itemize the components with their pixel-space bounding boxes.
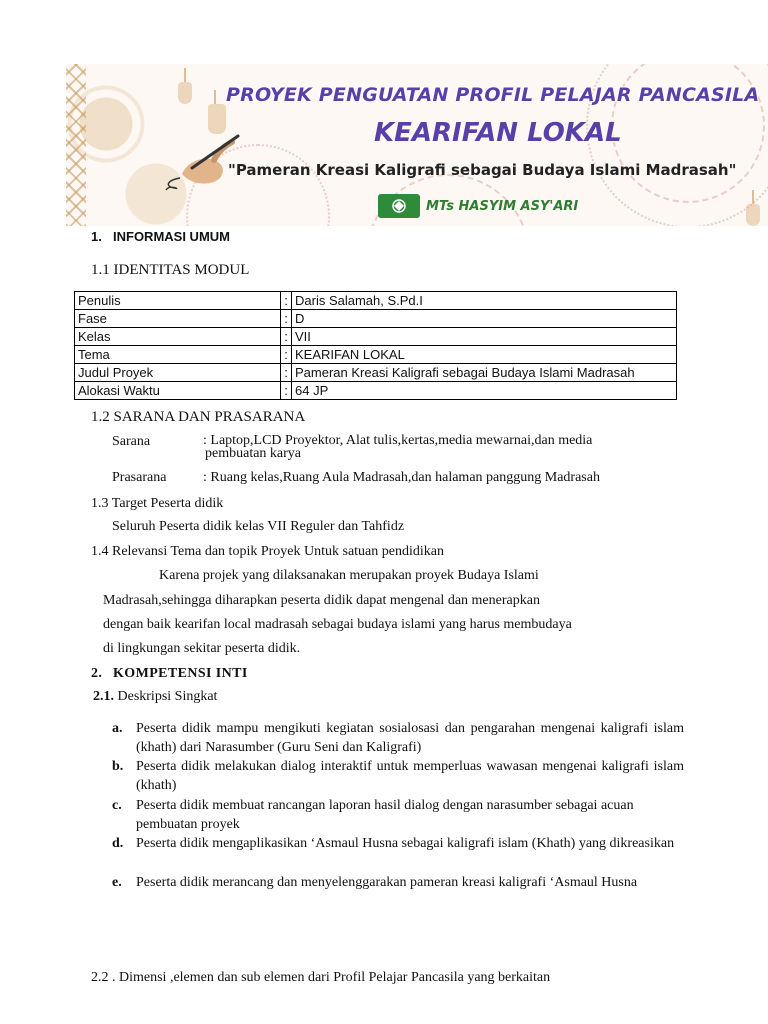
table-label: Alokasi Waktu [75,382,281,400]
header-banner [66,64,768,226]
table-row [75,310,677,328]
sarana-value-line: : Laptop,LCD Proyektor, Alat tulis,kertas,media mewarnai,dan media [203,433,593,448]
table-value: VII [292,328,677,346]
lantern-icon [208,104,226,134]
list-item-label: d. [112,836,124,851]
list-item-label: a. [112,721,123,736]
relevansi-paragraph-line: dengan baik kearifan local madrasah sebagai budaya islami yang harus membudaya [103,617,572,632]
table-row [75,346,677,364]
relevansi-paragraph-line: Karena projek yang dilaksanakan merupakan proyek Budaya Islami [159,568,539,583]
table-separator: : [281,346,292,364]
section-1-heading [91,229,230,244]
list-item [112,757,684,795]
dimensi-heading: 2.2 . Dimensi ,elemen dan sub elemen dari Profil Pelajar Pancasila yang berkaitan [91,970,551,985]
table-separator: : [281,292,292,310]
table-separator: : [281,364,292,382]
section-number: 2. [91,666,103,681]
relevansi-paragraph-line: di lingkungan sekitar peserta didik. [103,641,301,656]
list-item [112,873,672,892]
section-title: INFORMASI UMUM [113,229,230,244]
table-label: Penulis [75,292,281,310]
table-row [75,292,677,310]
list-item-label: c. [112,798,122,813]
deskripsi-title: Deskripsi Singkat [114,689,218,704]
list-item-text: Peserta didik melakukan dialog interaktif untuk memperluas wawasan mengenai kaligrafi islam (khath) [136,759,684,793]
prasarana-label: Prasarana [112,470,167,485]
table-value: 64 JP [292,382,677,400]
table-value: Pameran Kreasi Kaligrafi sebagai Budaya Islami Madrasah [292,364,677,382]
target-value: Seluruh Peserta didik kelas VII Reguler dan Tahfidz [112,519,405,534]
list-item-text: Peserta didik merancang dan menyelenggarakan pameran kreasi kaligrafi ‘Asmaul Husna [136,875,638,890]
school-badge [378,192,578,220]
list-item-text: Peserta didik mengaplikasikan ‘Asmaul Husna sebagai kaligrafi islam (Khath) yang dikreasikan [136,836,675,851]
identitas-table [74,291,677,400]
lattice-ornament [66,64,86,226]
table-label: Kelas [75,328,281,346]
sarana-label: Sarana [112,434,151,449]
table-separator: : [281,382,292,400]
deskripsi-number: 2.1. [93,689,114,704]
table-label: Fase [75,310,281,328]
lantern-icon [178,82,192,104]
table-label: Judul Proyek [75,364,281,382]
table-value: Daris Salamah, S.Pd.I [292,292,677,310]
section-2-heading [91,666,248,682]
sarana-value [203,434,592,460]
sarana-value-line: pembuatan karya [205,446,302,461]
list-item [112,719,684,757]
banner-subtitle: "Pameran Kreasi Kaligrafi sebagai Budaya Islami Madrasah" [228,161,737,179]
table-value: D [292,310,677,328]
lantern-icon [746,204,760,226]
table-row [75,364,677,382]
section-title: KOMPETENSI INTI [113,666,248,681]
table-row [75,328,677,346]
relevansi-paragraph-line: Madrasah,sehingga diharapkan peserta didik dapat mengenal dan menerapkan [103,593,540,608]
list-item-text: Peserta didik mampu mengikuti kegiatan sosialosasi dan pengarahan mengenai kaligrafi islam (khath) dari Narasumber (Guru Seni dan Kaligrafi) [136,721,684,755]
list-item [112,796,658,834]
prasarana-value: : Ruang kelas,Ruang Aula Madrasah,dan halaman panggung Madrasah [203,470,600,485]
identitas-heading: 1.1 IDENTITAS MODUL [91,262,250,278]
school-name: MTs HASYIM ASY'ARI [426,198,579,214]
deskripsi-heading [93,689,217,705]
target-heading: 1.3 Target Peserta didik [91,496,224,511]
list-item-label: b. [112,759,124,774]
sarana-heading: 1.2 SARANA DAN PRASARANA [91,409,306,425]
table-separator: : [281,328,292,346]
banner-title: PROYEK PENGUATAN PROFIL PELAJAR PANCASILA [226,84,760,106]
section-number: 1. [91,229,102,244]
table-separator: : [281,310,292,328]
list-item-label: e. [112,875,122,890]
list-item [112,834,684,853]
table-row [75,382,677,400]
list-item-text: Peserta didik membuat rancangan laporan hasil dialog dengan narasumber sebagai acuan pembuatan proyek [136,798,634,832]
banner-theme: KEARIFAN LOKAL [374,118,622,148]
school-logo-icon [378,194,420,218]
table-value: KEARIFAN LOKAL [292,346,677,364]
relevansi-heading: 1.4 Relevansi Tema dan topik Proyek Untuk satuan pendidikan [91,544,444,559]
table-label: Tema [75,346,281,364]
